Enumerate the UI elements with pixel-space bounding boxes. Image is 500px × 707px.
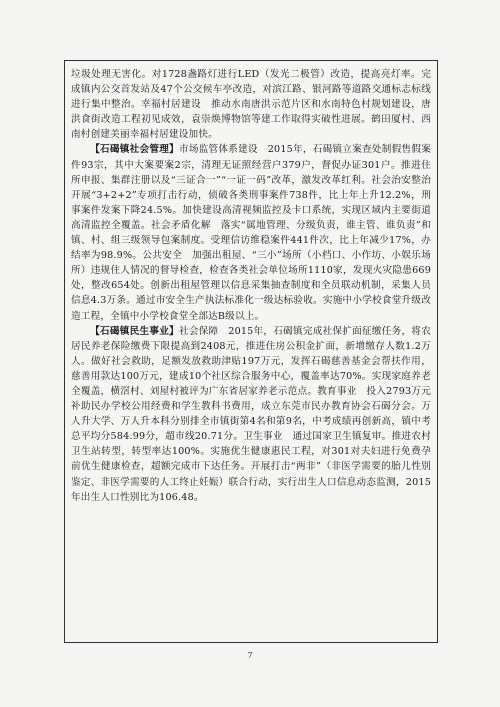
section-heading: 【石碣镇社会管理】 [90, 144, 179, 156]
paragraph-text: 社会保障 2015年，石碣镇完成社保扩面征缴任务，将农居民养老保险缴费下限提高到2408元，推进住房公积金扩面，新增缴存人数1.2万人。做好社会救助，足额发放救助津贴197万元，发挥石碣慈善基金会帮扶作用，慈善用款达100万元，建成10个社区综合服务中心，覆盖率达70%。实现家庭养老全覆盖，横滘村、刘屋村被评为广东省居家养老示范点。教育事业 投入2793万元补助民办学校公用经费和学生教科书费用，成立东莞市民办教育协会石碣分会。万人升大学、万人升本科分别排全市镇街第4名和第9名，中考成绩再创新高，镇中考总平均分584.99分，超市线20.71分。卫生事业 通过国家卫生镇复审。推进农村卫生站转型，转型率达100%。实施优生健康惠民工程，对301对夫妇进行免费孕前优生健康检查，超额完成市下达任务。开展打击“两非”（非医学需要的胎儿性别鉴定、非医学需要的人工终止妊娠）联合行动，实行出生人口信息动态监测，2015年出生人口性别比为106.48。 [71, 325, 431, 503]
page-number: 7 [247, 651, 253, 660]
section-heading: 【石碣镇民生事业】 [90, 325, 179, 337]
paragraph-social-management [71, 142, 441, 323]
paragraph-livelihood [71, 324, 431, 505]
paragraph-text: 市场监管体系建设 2015年，石碣镇立案查处制假售假案件93宗，其中大案要案2宗，清理无证照经营户379户，督促办证301户。推进住所申报、集群注册以及“三证合一”“一证一码”改革，激发改革红利。社会治安整治 开展“3+2+2”专项打击行动，侦破各类刑事案件738件，比上年上升12.2%，刑事案件发案下降24.5%。加快建设高清视频监控及卡口系统，实现区域内主要街道高清监控全覆盖。社会矛盾化解 落实“属地管理、分级负责，谁主管、谁负责”和镇、村、组三级领导包案制度。受理信访维稳案件441件次，比上年减少17%，办结率为98.9%。公共安全 加强出租屋、“三小”场所（小档口、小作坊、小娱乐场所）违规住人情况的督导检查，检查各类社会单位场所1110家，发现火灾隐患669处，整改654处。创新出租屋管理以信息采集抽查制度和全员联动机制，采集人员信息4.3万条。通过市安全生产执法标准化一级达标验收。实施中小学校食堂升级改造工程，全镇中小学校食堂全部达B级以上。 [71, 144, 441, 322]
paragraph-continuation [71, 67, 431, 142]
paragraph-text: 垃圾处理无害化。对1728盏路灯进行LED（发光二极管）改造，提高亮灯率。完成镇内公交首发站及47个公交候车亭改造，对滨江路、银河路等道路交通标志标线进行集中整治。幸福村居建设 推动水南唐洪示范片区和水南特色村规划建设，唐洪食街改造工程初见成效，袁崇焕博物馆等建工作取得实破性进展。鹤田厦村、西南村创建美丽幸福村居建设加快。 [71, 69, 431, 141]
content-frame [64, 60, 441, 643]
